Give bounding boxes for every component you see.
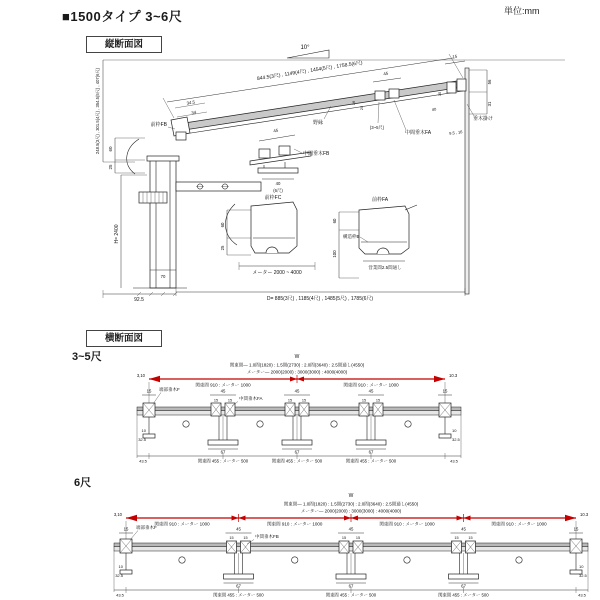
dim-15: 15 — [573, 526, 579, 532]
dim-67: 67 — [368, 449, 374, 455]
dim-10: 10 — [141, 428, 146, 433]
dim-15: 15 — [227, 398, 233, 403]
joint-circles — [179, 557, 522, 563]
dim-15: 15 — [361, 398, 367, 403]
dim-15: 15 — [442, 388, 448, 394]
dim-40-fb: 40 — [275, 181, 281, 186]
dim-45: 45 — [236, 526, 241, 532]
dim-67: 67 — [236, 583, 241, 589]
dim-43-5: 43.5 — [116, 592, 124, 598]
dim-60-fc: 60 — [220, 222, 225, 228]
dim-10: 10 — [579, 564, 584, 569]
dim-67: 67 — [294, 449, 300, 455]
dim-d-values: D= 885(3尺) , 1185(4尺) , 1485(5尺) , 1785(6尺) — [266, 296, 374, 302]
w-label: W — [294, 354, 300, 360]
mid-assembly — [336, 527, 366, 589]
dim-25-fc: 25 — [220, 245, 225, 251]
mid-assembly — [356, 389, 386, 455]
dim-15: 15 — [375, 398, 381, 403]
dim-16: 16 — [351, 100, 356, 106]
dim-34-5: 34.5 — [186, 99, 196, 106]
dim-32-5: 32.5 — [452, 437, 460, 442]
kanto-line: 関東間— 1.0間(1820) : 1.5間(2730) : 2.0間(3640) : 2.5間通し(4550) — [283, 501, 419, 507]
dim-meter-range: メーター 2000 ~ 4000 — [252, 270, 302, 276]
dim-60-fa: 60 — [332, 218, 337, 224]
dim-45: 45 — [461, 526, 466, 532]
mid-assembly — [208, 389, 238, 455]
section-box-cross: 横断面図 — [86, 330, 162, 347]
label-tanbu-taruki: 端部垂木F — [136, 525, 157, 530]
dim-15: 15 — [341, 536, 347, 540]
dim-9-5-16: 9.5 , 16 — [448, 129, 463, 136]
dim-right-10-3: 10.3 — [580, 512, 589, 517]
dim-45-fa: 45 — [383, 70, 389, 77]
slab-6 — [114, 543, 588, 551]
detail-chukan-taruki-fb — [250, 128, 330, 194]
slope-angle-label: 10° — [300, 45, 310, 51]
detail-maewaku-fc — [220, 194, 315, 276]
cross-section-6 — [110, 490, 598, 600]
post — [133, 156, 261, 296]
detail-maewaku-fa — [332, 196, 417, 278]
dim-45: 45 — [368, 388, 374, 394]
dim-70: 70 — [160, 274, 166, 279]
dim-40b: 40 — [431, 106, 437, 112]
dim-43-5: 43.5 — [450, 458, 458, 464]
dim-32-5: 32.5 — [115, 573, 123, 578]
label-eigyo: 営業間2.5間通し — [368, 265, 402, 270]
label-chukan-fb: 中間垂木FB — [255, 534, 279, 539]
part-labels-6 — [130, 524, 279, 544]
dim-60: 60 — [108, 146, 113, 152]
dim-92-5: 92.5 — [134, 297, 144, 303]
dim-100: 100 — [332, 250, 337, 258]
dim-43-5: 43.5 — [139, 458, 147, 464]
detail-chukan-taruki-fa — [370, 71, 438, 136]
unit-label: 単位:mm — [504, 6, 540, 16]
label-tanbu-taruki: 端部垂木F — [159, 387, 180, 392]
dim-25: 25 — [108, 164, 113, 170]
sub-label-3-5: 3~5尺 — [72, 351, 102, 363]
dim-32-5: 32.5 — [579, 573, 587, 578]
dim-15: 15 — [301, 398, 307, 403]
dim-67: 67 — [348, 583, 354, 589]
w-label: W — [348, 493, 354, 499]
dim-15: 15 — [355, 536, 361, 540]
front-edge-dims — [175, 99, 207, 117]
span-label-1: 関東間 910 : メーター 1000 — [154, 521, 210, 527]
header-6 — [284, 493, 419, 515]
dim-31: 31 — [487, 101, 492, 107]
dim-45-fb: 45 — [273, 127, 279, 134]
sub-span: 関東間 455 : メーター 500 — [271, 458, 323, 464]
d-dim-line — [176, 288, 465, 302]
dim-32-5: 32.5 — [138, 437, 146, 442]
sub-span: 関東間 455 : メーター 500 — [213, 592, 264, 598]
dim-15: 15 — [454, 536, 459, 540]
label-maewaku-fb: 前枠FB — [150, 122, 167, 128]
roof-length-values: 844.5(3尺) , 1149(4尺) , 1454(5尺) , 1758.5(6尺) — [256, 59, 364, 83]
dim-25b: 25 — [359, 105, 364, 111]
sub-span: 関東間 455 : メーター 500 — [345, 458, 397, 464]
meter-line: メーター— 2000(2000) : 3000(3000) : 4000(4000) — [246, 369, 348, 375]
note-3-5shaku: (3~5尺) — [369, 125, 385, 130]
label-chukan-taruki-fb: 中間垂木FB — [303, 151, 330, 157]
dim-43-5: 43.5 — [578, 592, 586, 598]
dim-15: 15 — [243, 536, 248, 540]
dim-15: 15 — [468, 536, 473, 540]
label-maewaku-fc: 前枠FC — [264, 195, 282, 201]
span-label-2: 関東間 910 : メーター 1000 — [267, 521, 323, 527]
slope-indicator — [287, 45, 329, 58]
span-label-2: 関東間 910 : メーター 1000 — [343, 382, 399, 388]
dim-34: 34 — [191, 109, 197, 116]
page-title: ■1500タイプ 3~6尺 — [62, 9, 183, 24]
dim-15: 15 — [213, 398, 219, 403]
left-height-values: 248.5(3尺) , 301.5(4尺) , 354.5(5尺) , 407(6尺) — [95, 67, 100, 155]
dim-67: 67 — [220, 449, 226, 455]
header-3-5 — [230, 354, 365, 376]
label-nobuchi: 野縁 — [313, 120, 324, 126]
dim-56: 56 — [487, 79, 492, 85]
dim-10: 10 — [452, 428, 457, 433]
mid-assembly — [449, 527, 479, 589]
span-label-1: 関東間 910 : メーター 1000 — [195, 382, 251, 388]
mid-assembly — [282, 389, 312, 455]
sub-span: 関東間 455 : メーター 500 — [325, 592, 377, 598]
dim-15: 15 — [229, 536, 234, 540]
span-label-3: 関東間 910 : メーター 1000 — [379, 521, 435, 527]
vertical-section-drawing — [75, 42, 575, 310]
dim-h2400: H= 2400 — [114, 224, 120, 244]
dim-15: 15 — [123, 526, 129, 532]
dim-left-3-10: 3,10 — [113, 512, 122, 517]
dim-left-3-10: 3,10 — [136, 373, 145, 378]
label-chukan-taruki-fa: 中間垂木FA — [405, 130, 432, 136]
sub-label-6: 6尺 — [74, 477, 92, 489]
kanto-line: 関東間— 1.0間(1820) : 1.5間(2730) : 2.0間(3640) : 2.5間通し(4550) — [229, 362, 365, 368]
dim-right-10-3: 10.3 — [449, 373, 458, 378]
dim-15-top: 15 — [452, 53, 458, 60]
span-label-4: 関東間 910 : メーター 1000 — [491, 521, 547, 527]
dim-15: 15 — [287, 398, 293, 403]
label-maewaku-fa: 前枠FA — [371, 197, 389, 203]
roof-panel — [178, 80, 463, 135]
label-tarukikake: 垂木掛け — [473, 116, 494, 122]
dim-15: 15 — [146, 388, 152, 394]
dim-45: 45 — [294, 388, 300, 394]
sub-span: 関東間 455 : メーター 500 — [197, 458, 249, 464]
dim-45: 45 — [220, 388, 226, 394]
dim-35: 35 — [437, 91, 442, 97]
note-6shaku: (6尺) — [273, 188, 283, 193]
dim-67: 67 — [461, 583, 466, 589]
section-box-vertical: 縦断面図 — [86, 36, 162, 53]
part-labels-3-5 — [153, 386, 263, 406]
cross-section-3-5 — [133, 350, 465, 466]
dim-45: 45 — [348, 526, 354, 532]
dim-10: 10 — [118, 564, 123, 569]
meter-line: メーター— 2000(2000) : 3000(3000) : 4000(4000) — [300, 508, 402, 514]
label-kozowaku-b: 構造枠B — [343, 234, 360, 239]
mid-assembly — [224, 527, 254, 589]
label-chukan-fa: 中間垂木FA — [239, 396, 263, 401]
sub-span: 関東間 455 : メーター 500 — [438, 592, 489, 598]
